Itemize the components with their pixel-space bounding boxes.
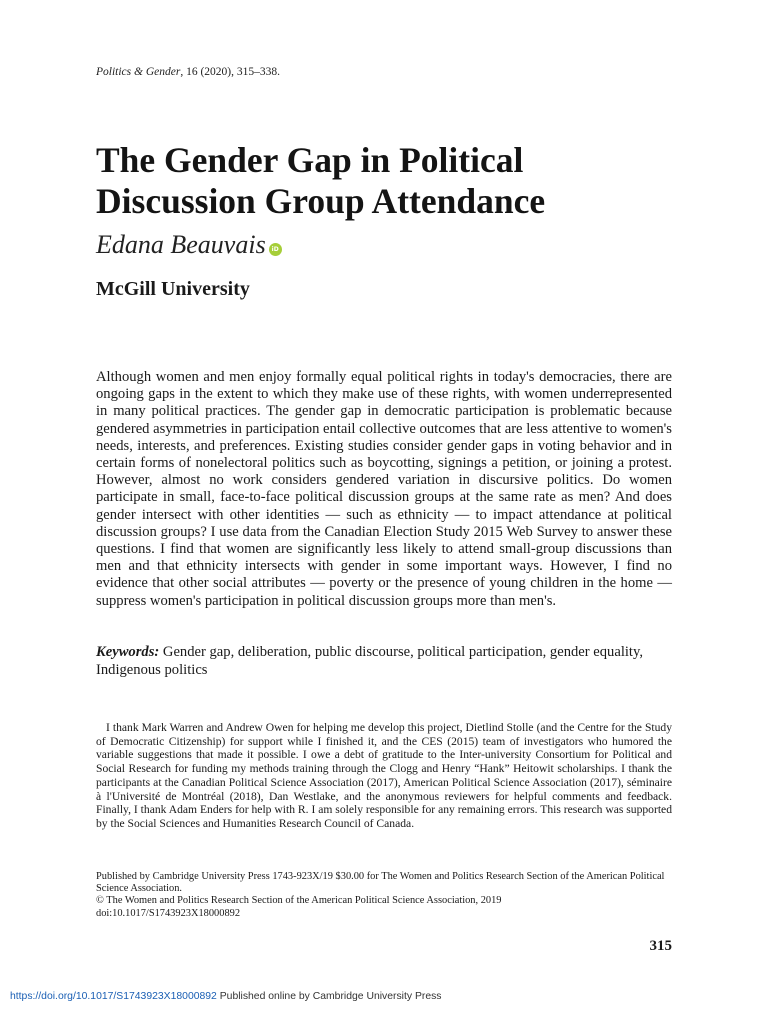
keywords xyxy=(96,644,672,679)
journal-name: Politics & Gender xyxy=(96,66,181,78)
published-online-text: Published online by Cambridge University Press xyxy=(216,991,442,1002)
author-line xyxy=(96,230,282,260)
keywords-label: Keywords: xyxy=(96,644,160,660)
page-number: 315 xyxy=(649,938,672,954)
journal-citation xyxy=(96,66,280,78)
page-footer xyxy=(10,991,442,1002)
keywords-text: Gender gap, deliberation, public discourse, political participation, gender equality, Indigenous politics xyxy=(96,644,643,678)
journal-details: , 16 (2020), 315–338. xyxy=(180,66,280,78)
publisher-line: Published by Cambridge University Press 1743-923X/19 $30.00 for The Women and Politics Research Section of the American Political Science Association. xyxy=(96,871,665,895)
doi-line: doi:10.1017/S1743923X18000892 xyxy=(96,907,241,919)
orcid-icon[interactable]: iD xyxy=(269,243,282,256)
article-title: The Gender Gap in Political Discussion Group Attendance xyxy=(96,140,546,221)
acknowledgment-note: I thank Mark Warren and Andrew Owen for helping me develop this project, Dietlind Stolle (and the Centre for the Study of Democratic Citizenship) for support while I finished it, and the CES (2015) team of investigators who humored the variable suggestions that made it possible. I owe a debt of gratitude to the Inter-university Consortium for Political and Social Research for funding my methods training through the Clogg and Henry “Hank” Heitowit scholarships. I thank the participants at the Canadian Political Science Association (2017), American Political Science Association (2017), séminaire à l'Université de Montréal (2018), Dan Westlake, and the anonymous reviewers for helpful comments and feedback. Finally, I thank Adam Enders for help with R. I am solely responsible for any remaining errors. This research was supported by the Social Sciences and Humanities Research Council of Canada. xyxy=(96,721,672,830)
doi-link[interactable]: https://doi.org/10.1017/S1743923X18000892 xyxy=(10,991,217,1002)
author-name[interactable]: Edana Beauvais xyxy=(96,230,266,259)
author-affiliation: McGill University xyxy=(96,278,250,300)
publication-info xyxy=(96,871,676,920)
copyright-line: © The Women and Politics Research Section of the American Political Science Association, 2019 xyxy=(96,895,502,907)
abstract: Although women and men enjoy formally equal political rights in today's democracies, there are ongoing gaps in the extent to which they make use of these rights, with women underrepresented in many political practices. The gender gap in democratic participation is problematic because gendered asymmetries in participation entail collective outcomes that are less attentive to women's needs, interests, and preferences. Existing studies consider gender gaps in voting behavior and in certain forms of nonelectoral politics such as boycotting, signings a petition, or joining a protest. However, almost no work considers gendered variation in discursive politics. Do women participate in small, face-to-face political discussion groups at the same rate as men? And does gender intersect with other identities — such as ethnicity — to impact attendance at political discussion groups? I use data from the Canadian Election Study 2015 Web Survey to answer these questions. I find that women are significantly less likely to attend small-group discussions than men and that ethnicity intersects with gender in some important ways. However, I find no evidence that other social attributes — poverty or the presence of young children in the home — suppress women's participation in political discussion groups more than men's. xyxy=(96,369,672,609)
